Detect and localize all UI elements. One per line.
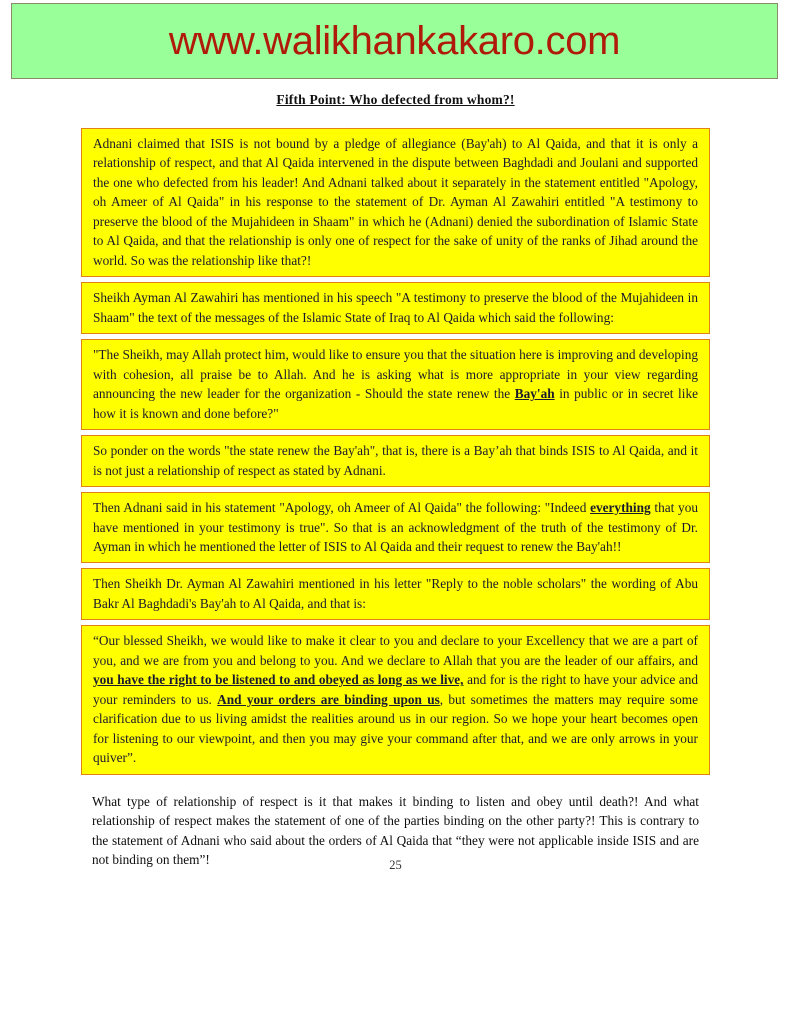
website-url-text: www.walikhankakaro.com	[168, 19, 621, 63]
highlighted-paragraph-block	[81, 128, 710, 277]
highlighted-paragraph-block	[81, 282, 710, 334]
highlighted-paragraph-block	[81, 435, 710, 487]
text-run: and for is the right to have your advice and your reminders to us.	[93, 672, 699, 707]
emphasized-text: Bay'ah	[514, 386, 555, 402]
paragraph-text	[93, 134, 698, 270]
paragraph-text	[93, 288, 698, 327]
text-run: Then Sheikh Dr. Ayman Al Zawahiri mentioned in his letter "Reply to the noble scholars" the wording of Abu Bakr Al Baghdadi's Bay'ah to Al Qaida, and that is:	[93, 576, 698, 611]
document-body	[81, 108, 710, 870]
paragraph-text	[93, 631, 698, 767]
emphasized-text: you have the right to be listened to and obeyed as long as we live,	[93, 672, 464, 688]
plain-paragraph-block	[81, 780, 710, 870]
section-title: Fifth Point: Who defected from whom?!	[276, 92, 515, 107]
paragraph-text	[93, 441, 698, 480]
site-header-banner	[11, 3, 778, 79]
paragraph-text	[93, 574, 698, 613]
document-page	[0, 82, 791, 870]
page-number: 25	[389, 858, 402, 872]
emphasized-text: And your orders are binding upon us	[217, 691, 440, 707]
text-run: Sheikh Ayman Al Zawahiri has mentioned in his speech "A testimony to preserve the blood of the Mujahideen in Shaam" the text of the messages of the Islamic State of Iraq to Al Qaida which said the following:	[93, 290, 698, 325]
text-run: Then Adnani said in his statement "Apology, oh Ameer of Al Qaida" the following: "Indeed	[93, 500, 591, 516]
text-run: that you have mentioned in your testimony is true". So that is an acknowledgment of the truth of the testimony of Dr. Ayman in which he mentioned the letter of ISIS to Al Qaida and their request to renew the Bay'ah!!	[93, 500, 698, 554]
text-run: , but sometimes the matters may require some clarification due to us living amidst the realities around us in our region. So we hope your heart becomes open for listening to our viewpoint, and then you may give your command after that, and we are only arrows in your quiver”.	[93, 691, 698, 766]
highlighted-paragraph-block	[81, 568, 710, 620]
text-run: "The Sheikh, may Allah protect him, would like to ensure you that the situation here is improving and developing with cohesion, all praise be to Allah. And he is asking what is more appropriate in your view regarding announcing the new leader for the organization - Should the state renew the	[93, 347, 698, 402]
text-run: in public or in secret like how it is known and done before?"	[93, 386, 698, 421]
text-run: So ponder on the words "the state renew the Bay'ah", that is, there is a Bay’ah that binds ISIS to Al Qaida, and it is not just a relationship of respect as stated by Adnani.	[93, 443, 698, 478]
highlighted-paragraph-block	[81, 339, 710, 430]
highlighted-paragraph-block	[81, 492, 710, 563]
highlighted-paragraph-block	[81, 625, 710, 774]
paragraph-text	[93, 498, 698, 556]
text-run: Adnani claimed that ISIS is not bound by a pledge of allegiance (Bay'ah) to Al Qaida, and that it is only a relationship of respect, and that Al Qaida intervened in the dispute between Baghdadi and Joulani and supported the one who defected from his leader! And Adnani talked about it separately in the statement entitled "Apology, oh Ameer of Al Qaida" in his response to the statement of Dr. Ayman Al Zawahiri entitled "A testimony to preserve the blood of the Mujahideen in Shaam" in which he (Adnani) denied the subordination of Islamic State to Al Qaida, and that the relationship is only one of respect for the sake of unity of the ranks of Jihad around the world. So was the relationship like that?!	[93, 136, 698, 268]
paragraph-text	[93, 345, 698, 423]
emphasized-text: everything	[590, 500, 651, 516]
text-run: What type of relationship of respect is it that makes it binding to listen and obey until death?! And what relationship of respect makes the statement of one of the parties binding on the other party?! This is contrary to the statement of Adnani who said about the orders of Al Qaida that “they were not applicable inside ISIS and are not binding on them”!	[92, 793, 699, 868]
text-run: “Our blessed Sheikh, we would like to make it clear to you and declare to your Excellency that we are a part of you, and we are from you and belong to you. And we declare to Allah that you are the leader of our affairs, and	[93, 633, 698, 668]
